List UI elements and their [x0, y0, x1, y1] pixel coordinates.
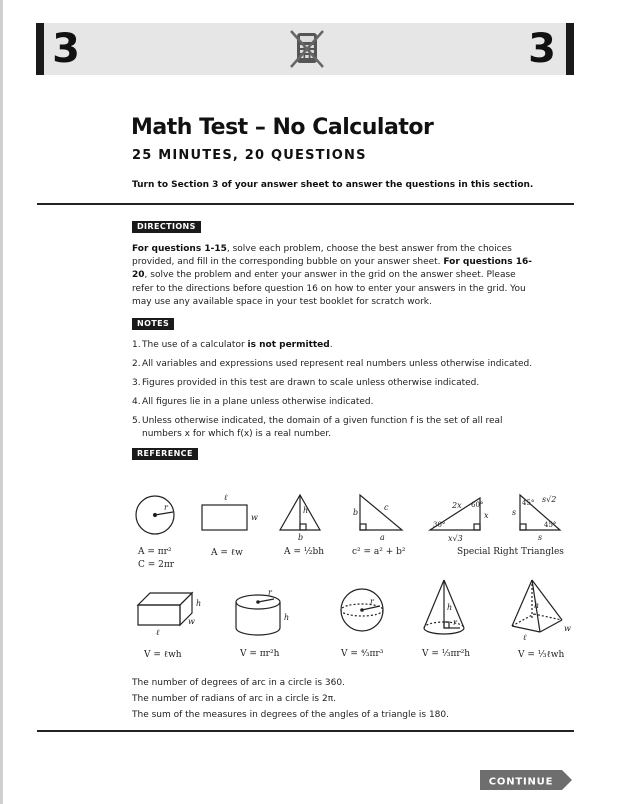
note-item: 4. All figures lie in a plane unless otherwise indicated. [132, 397, 374, 407]
svg-text:c: c [384, 503, 389, 512]
svg-text:h: h [284, 613, 290, 622]
top-divider [37, 203, 574, 205]
svg-text:w: w [251, 513, 258, 522]
fact-degrees: The number of degrees of arc in a circle is 360. [132, 678, 345, 688]
reference-facts [132, 675, 449, 723]
sphere-figure [341, 589, 383, 631]
svg-text:ℓ: ℓ [156, 628, 160, 637]
note-item: 3. Figures provided in this test are drawn to scale unless otherwise indicated. [132, 378, 480, 388]
pyramid-figure [512, 580, 571, 642]
continue-button[interactable] [480, 769, 573, 791]
notes-list [132, 339, 552, 447]
30-60-90-triangle-figure [430, 498, 489, 543]
svg-text:x√3: x√3 [448, 534, 463, 543]
note-item: 5. Unless otherwise indicated, the domain of a given function f is the set of all real numbers x for which f(x) is a real number. [132, 416, 503, 439]
svg-text:45°: 45° [544, 521, 557, 529]
45-45-90-triangle-figure [512, 495, 560, 542]
formula-pyramid-volume: V = ⅓ℓwh [518, 650, 565, 660]
section-number-right: 3 [528, 26, 556, 72]
svg-text:w: w [188, 617, 195, 626]
cylinder-figure [236, 588, 289, 635]
no-calculator-icon [287, 28, 327, 70]
svg-text:h: h [196, 599, 202, 608]
svg-text:45°: 45° [522, 499, 535, 507]
svg-text:ℓ: ℓ [224, 493, 228, 502]
notes-label: NOTES [132, 318, 174, 330]
fact-triangle-sum: The sum of the measures in degrees of the angles of a triangle is 180. [132, 710, 449, 720]
formula-cone-volume: V = ⅓πr²h [422, 649, 471, 659]
formula-cylinder-volume: V = πr²h [240, 649, 280, 659]
directions-q1-text: , solve each problem, choose the best answer from the choices provided, and fill in the corresponding bubble on your answer sheet. [132, 244, 512, 268]
bottom-divider [37, 730, 574, 732]
directions-q2-text: , solve the problem and enter your answer in the grid on the answer sheet. Please refer to the directions before question 16 on how to enter your answers in the grid. You may use any available space in your test booklet for scratch work. [132, 270, 526, 307]
svg-text:s: s [538, 533, 543, 542]
svg-text:r: r [268, 588, 272, 597]
svg-text:b: b [298, 533, 304, 542]
section-header-band [36, 23, 574, 75]
special-right-triangles-label: Special Right Triangles [457, 547, 564, 557]
formula-sphere-volume: V = ⁴⁄₃πr³ [341, 649, 384, 659]
directions-q2-bold: For questions 16-20 [132, 257, 532, 281]
svg-text:60°: 60° [471, 501, 484, 509]
continue-label: CONTINUE [488, 776, 554, 788]
svg-text:h: h [447, 603, 453, 612]
formula-triangle-area: A = ½bh [284, 547, 325, 557]
directions-label: DIRECTIONS [132, 221, 201, 233]
directions-text [132, 243, 532, 309]
note-item: 1. The use of a calculator is not permitted. [132, 340, 333, 350]
triangle-figure [280, 495, 320, 542]
circle-figure [136, 496, 174, 534]
cone-figure [424, 580, 464, 634]
svg-text:b: b [353, 508, 359, 517]
reference-figures [120, 480, 590, 670]
svg-text:30°: 30° [433, 521, 446, 529]
right-triangle-figure [353, 495, 402, 542]
svg-text:2x: 2x [452, 501, 462, 510]
reference-figures-svg [120, 480, 590, 670]
svg-text:r: r [453, 618, 457, 627]
svg-text:r: r [370, 597, 374, 606]
svg-text:s√2: s√2 [542, 495, 557, 504]
header-right-bar [566, 23, 574, 75]
formula-pythagorean: c² = a² + b² [352, 547, 406, 557]
page-left-border [0, 0, 3, 804]
header-left-bar [36, 23, 44, 75]
formula-rect-area: A = ℓw [211, 548, 243, 558]
reference-label: REFERENCE [132, 448, 198, 460]
formula-circle-circumference: C = 2πr [138, 560, 175, 570]
section-instruction: Turn to Section 3 of your answer sheet to answer the questions in this section. [132, 180, 534, 190]
svg-text:x: x [484, 511, 489, 520]
svg-text:a: a [380, 533, 385, 542]
svg-text:h: h [534, 601, 540, 610]
page-title: Math Test – No Calculator [131, 115, 434, 140]
page-subtitle: 25 MINUTES, 20 QUESTIONS [132, 148, 367, 163]
note-item: 2. All variables and expressions used represent real numbers unless otherwise indicated. [132, 359, 533, 369]
rectangle-figure [202, 493, 258, 530]
section-number-left: 3 [52, 26, 80, 72]
svg-text:ℓ: ℓ [523, 633, 527, 642]
fact-radians: The number of radians of arc in a circle is 2π. [132, 694, 336, 704]
svg-text:w: w [564, 624, 571, 633]
svg-text:h: h [303, 506, 309, 515]
svg-text:s: s [512, 508, 517, 517]
directions-q1-bold: For questions 1-15 [132, 244, 227, 254]
label-r: r [164, 503, 168, 512]
formula-circle-area: A = πr² [138, 547, 172, 557]
box-figure [138, 593, 201, 637]
formula-box-volume: V = ℓwh [144, 650, 182, 660]
